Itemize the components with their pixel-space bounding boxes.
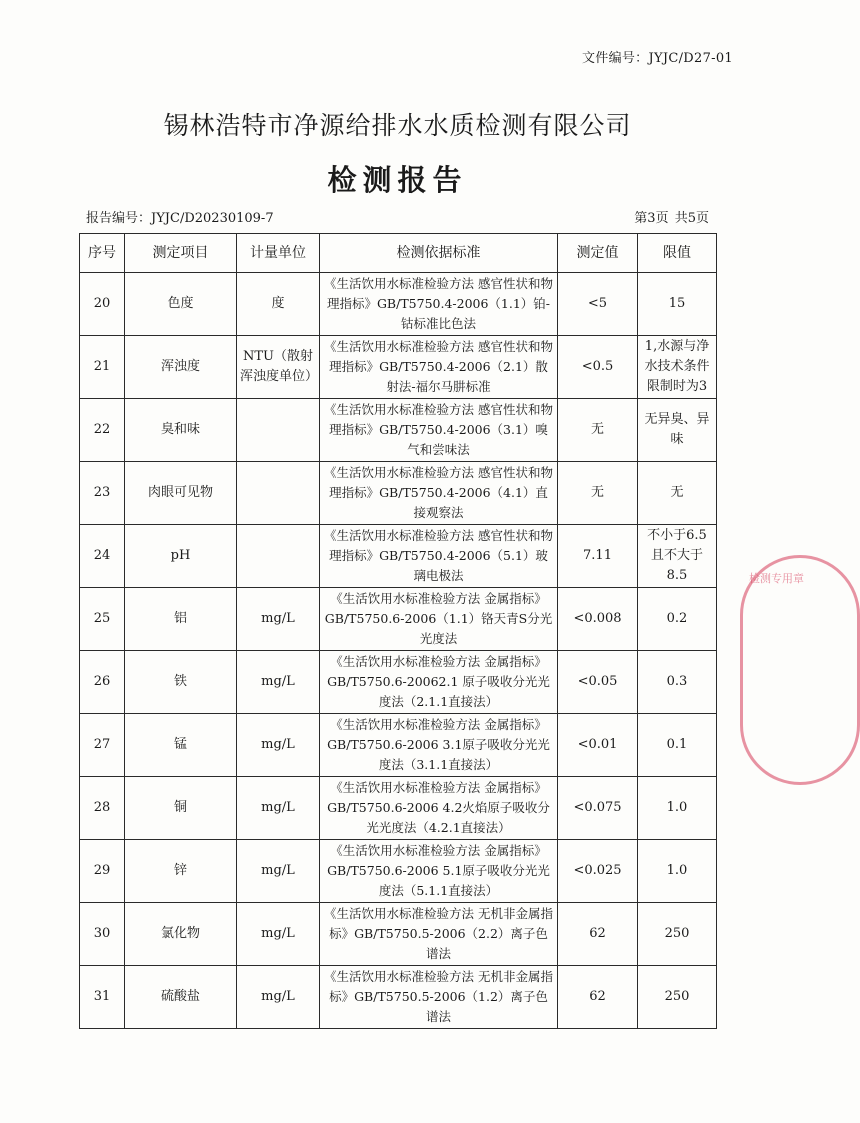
test-standard: 《生活饮用水标准检验方法 感官性状和物理指标》GB/T5750.4-2006（1.1）铂-钴标准比色法 bbox=[320, 273, 558, 336]
measured-value: 无 bbox=[558, 462, 638, 525]
unit: mg/L bbox=[237, 966, 320, 1029]
row-number: 29 bbox=[80, 840, 125, 903]
limit-value: 无异臭、异味 bbox=[638, 399, 717, 462]
table-row bbox=[80, 777, 717, 840]
column-header: 检测依据标准 bbox=[320, 234, 558, 273]
test-standard: 《生活饮用水标准检验方法 金属指标》GB/T5750.6-20062.1 原子吸收分光光度法（2.1.1直接法） bbox=[320, 651, 558, 714]
report-number: 报告编号：JYJC/D20230109-7 bbox=[86, 211, 274, 226]
limit-value: 1.0 bbox=[638, 777, 717, 840]
row-number: 20 bbox=[80, 273, 125, 336]
report-title: 检测报告 bbox=[327, 163, 468, 197]
unit: mg/L bbox=[237, 588, 320, 651]
page-current: 第3页 bbox=[634, 211, 669, 226]
column-header: 测定值 bbox=[558, 234, 638, 273]
row-number: 26 bbox=[80, 651, 125, 714]
limit-value: 0.1 bbox=[638, 714, 717, 777]
table-row bbox=[80, 399, 717, 462]
unit: mg/L bbox=[237, 777, 320, 840]
row-number: 21 bbox=[80, 336, 125, 399]
column-header: 限值 bbox=[638, 234, 717, 273]
unit bbox=[237, 525, 320, 588]
measured-value: 62 bbox=[558, 966, 638, 1029]
unit bbox=[237, 462, 320, 525]
test-standard: 《生活饮用水标准检验方法 无机非金属指标》GB/T5750.5-2006（1.2）离子色谱法 bbox=[320, 966, 558, 1029]
table-row bbox=[80, 840, 717, 903]
table-row bbox=[80, 966, 717, 1029]
unit: mg/L bbox=[237, 840, 320, 903]
limit-value: 不小于6.5且不大于8.5 bbox=[638, 525, 717, 588]
measured-value: 62 bbox=[558, 903, 638, 966]
test-item: pH bbox=[125, 525, 237, 588]
row-number: 28 bbox=[80, 777, 125, 840]
test-standard: 《生活饮用水标准检验方法 金属指标》GB/T5750.6-2006（1.1）铬天青S分光光度法 bbox=[320, 588, 558, 651]
measured-value: <0.05 bbox=[558, 651, 638, 714]
table-row bbox=[80, 714, 717, 777]
test-item: 锰 bbox=[125, 714, 237, 777]
limit-value: 250 bbox=[638, 966, 717, 1029]
test-item: 铝 bbox=[125, 588, 237, 651]
test-standard: 《生活饮用水标准检验方法 感官性状和物理指标》GB/T5750.4-2006（5.1）玻璃电极法 bbox=[320, 525, 558, 588]
test-item: 色度 bbox=[125, 273, 237, 336]
table-row bbox=[80, 462, 717, 525]
file-number: 文件编号：JYJC/D27-01 bbox=[581, 51, 733, 66]
test-item: 氯化物 bbox=[125, 903, 237, 966]
unit bbox=[237, 399, 320, 462]
test-standard: 《生活饮用水标准检验方法 无机非金属指标》GB/T5750.5-2006（2.2）离子色谱法 bbox=[320, 903, 558, 966]
test-item: 硫酸盐 bbox=[125, 966, 237, 1029]
report-meta bbox=[86, 207, 709, 226]
official-seal: 检测专用章 bbox=[740, 555, 860, 785]
column-header: 序号 bbox=[80, 234, 125, 273]
measured-value: 无 bbox=[558, 399, 638, 462]
limit-value: 1.0 bbox=[638, 840, 717, 903]
table-row bbox=[80, 588, 717, 651]
table-row bbox=[80, 273, 717, 336]
company-name: 锡林浩特市净源给排水水质检测有限公司 bbox=[163, 111, 632, 140]
test-standard: 《生活饮用水标准检验方法 感官性状和物理指标》GB/T5750.4-2006（3.1）嗅气和尝味法 bbox=[320, 399, 558, 462]
measured-value: <0.01 bbox=[558, 714, 638, 777]
column-header: 计量单位 bbox=[237, 234, 320, 273]
row-number: 25 bbox=[80, 588, 125, 651]
test-item: 铜 bbox=[125, 777, 237, 840]
row-number: 30 bbox=[80, 903, 125, 966]
unit: NTU（散射浑浊度单位） bbox=[237, 336, 320, 399]
row-number: 31 bbox=[80, 966, 125, 1029]
test-item: 铁 bbox=[125, 651, 237, 714]
row-number: 22 bbox=[80, 399, 125, 462]
limit-value: 无 bbox=[638, 462, 717, 525]
test-standard: 《生活饮用水标准检验方法 金属指标》GB/T5750.6-2006 4.2火焰原子吸收分光光度法（4.2.1直接法） bbox=[320, 777, 558, 840]
limit-value: 0.3 bbox=[638, 651, 717, 714]
row-number: 27 bbox=[80, 714, 125, 777]
test-standard: 《生活饮用水标准检验方法 金属指标》GB/T5750.6-2006 5.1原子吸收分光光度法（5.1.1直接法） bbox=[320, 840, 558, 903]
limit-value: 1,水源与净水技术条件限制时为3 bbox=[638, 336, 717, 399]
table-row bbox=[80, 651, 717, 714]
limit-value: 0.2 bbox=[638, 588, 717, 651]
test-standard: 《生活饮用水标准检验方法 感官性状和物理指标》GB/T5750.4-2006（2.1）散射法-福尔马肼标准 bbox=[320, 336, 558, 399]
measured-value: <0.008 bbox=[558, 588, 638, 651]
unit: mg/L bbox=[237, 651, 320, 714]
measured-value: <0.075 bbox=[558, 777, 638, 840]
table-row bbox=[80, 336, 717, 399]
measured-value: <5 bbox=[558, 273, 638, 336]
page-indicator bbox=[632, 207, 709, 226]
limit-value: 15 bbox=[638, 273, 717, 336]
test-standard: 《生活饮用水标准检验方法 金属指标》GB/T5750.6-2006 3.1原子吸收分光光度法（3.1.1直接法） bbox=[320, 714, 558, 777]
measured-value: 7.11 bbox=[558, 525, 638, 588]
unit: 度 bbox=[237, 273, 320, 336]
test-item: 肉眼可见物 bbox=[125, 462, 237, 525]
measured-value: <0.025 bbox=[558, 840, 638, 903]
table-row bbox=[80, 525, 717, 588]
limit-value: 250 bbox=[638, 903, 717, 966]
measured-value: <0.5 bbox=[558, 336, 638, 399]
test-item: 臭和味 bbox=[125, 399, 237, 462]
results-table bbox=[79, 233, 717, 1029]
unit: mg/L bbox=[237, 903, 320, 966]
test-item: 锌 bbox=[125, 840, 237, 903]
column-header: 测定项目 bbox=[125, 234, 237, 273]
row-number: 24 bbox=[80, 525, 125, 588]
table-header-row bbox=[80, 234, 717, 273]
test-standard: 《生活饮用水标准检验方法 感官性状和物理指标》GB/T5750.4-2006（4.1）直接观察法 bbox=[320, 462, 558, 525]
test-item: 浑浊度 bbox=[125, 336, 237, 399]
row-number: 23 bbox=[80, 462, 125, 525]
page-total: 共5页 bbox=[674, 211, 709, 226]
table-row bbox=[80, 903, 717, 966]
unit: mg/L bbox=[237, 714, 320, 777]
